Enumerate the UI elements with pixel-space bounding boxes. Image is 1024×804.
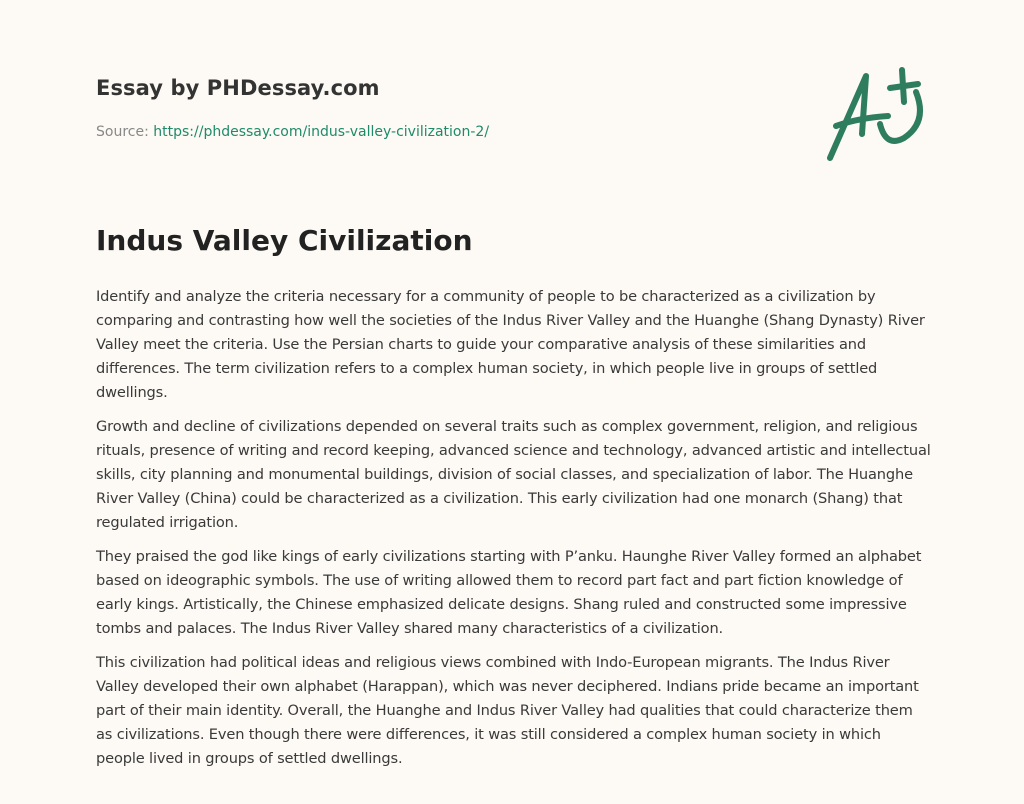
- article-body: [96, 285, 931, 781]
- paragraph: Identify and analyze the criteria necessary for a community of people to be characterized as a civilization by comparing and contrasting how well the societies of the Indus River Valley and the Huanghe (Shang Dynasty) River Valley meet the criteria. Use the Persian charts to guide your comparative analysis of these similarities and differences. The term civilization refers to a complex human society, in which people live in groups of settled dwellings.: [96, 288, 925, 401]
- paragraph: Growth and decline of civilizations depended on several traits such as complex government, religion, and religious rituals, presence of writing and record keeping, advanced science and technology, advanced artistic and intellectual skills, city planning and monumental buildings, division of social classes, and specialization of labor. The Huanghe River Valley (China) could be characterized as a civilization. This early civilization had one monarch (Shang) that regulated irrigation.: [96, 418, 931, 531]
- paragraph: They praised the god like kings of early civilizations starting with P’anku. Haunghe River Valley formed an alphabet based on ideographic symbols. The use of writing allowed them to record part fact and part fiction knowledge of early kings. Artistically, the Chinese emphasized delicate designs. Shang ruled and constructed some impressive tombs and palaces. The Indus River Valley shared many characteristics of a civilization.: [96, 548, 922, 637]
- article-title: Indus Valley Civilization: [96, 224, 473, 257]
- source-line: [96, 124, 489, 140]
- source-link[interactable]: https://phdessay.com/indus-valley-civilization-2/: [153, 124, 490, 140]
- site-brand: Essay by PHDessay.com: [96, 76, 380, 100]
- a-plus-logo-icon: [818, 66, 938, 170]
- paragraph: This civilization had political ideas and religious views combined with Indo-European migrants. The Indus River Valley developed their own alphabet (Harappan), which was never deciphered. Indians pride became an important part of their main identity. Overall, the Huanghe and Indus River Valley had qualities that could characterize them as civilizations. Even though there were differences, it was still considered a complex human society in which people lived in groups of settled dwellings.: [96, 654, 919, 767]
- source-label: Source:: [96, 124, 149, 140]
